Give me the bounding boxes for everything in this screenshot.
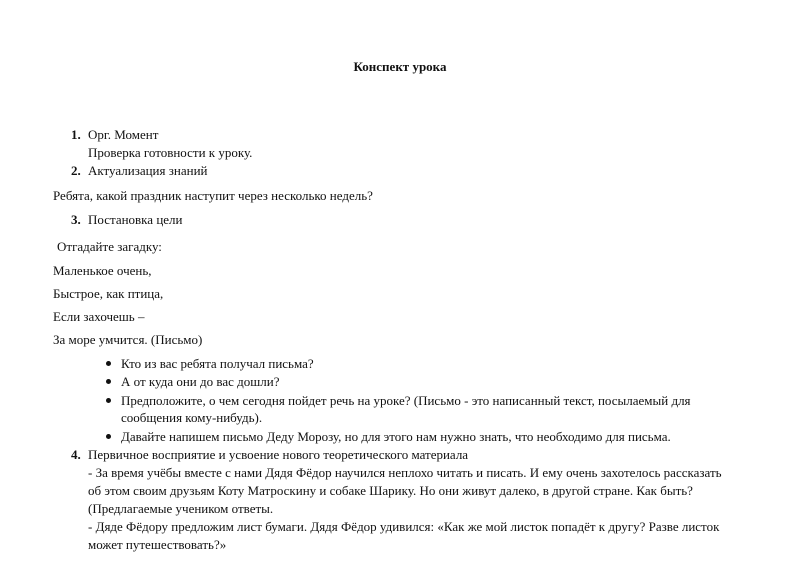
bullet-marker bbox=[106, 379, 111, 384]
item-3-heading: Постановка цели bbox=[88, 212, 183, 227]
bullet-marker bbox=[106, 398, 111, 403]
item-2-number: 2. bbox=[71, 163, 81, 178]
bullet-item-1: Кто из вас ребята получал письма? bbox=[121, 356, 314, 371]
riddle-intro: Отгадайте загадку: bbox=[57, 239, 162, 254]
bullet-item-2: А от куда они до вас дошли? bbox=[121, 374, 280, 389]
item-1-text: Проверка готовности к уроку. bbox=[88, 145, 253, 160]
riddle-line-4: За море умчится. (Письмо) bbox=[53, 332, 203, 347]
item-2-heading: Актуализация знаний bbox=[88, 163, 208, 178]
item-4-heading: Первичное восприятие и усвоение нового теоретического материала bbox=[88, 447, 469, 462]
item-1-heading: Орг. Момент bbox=[88, 127, 159, 142]
bullet-item-3: Предположите, о чем сегодня пойдет речь на уроке? (Письмо - это написанный текст, посылаемый для bbox=[121, 393, 691, 408]
riddle-line-2: Быстрое, как птица, bbox=[53, 286, 164, 301]
section4-line-4: - Дяде Фёдору предложим лист бумаги. Дядя Фёдор удивился: «Как же мой листок попадёт к другу? Разве листок bbox=[88, 519, 720, 534]
bullet-item-4: Давайте напишем письмо Деду Морозу, но для этого нам нужно знать, что необходимо для письма. bbox=[121, 429, 671, 444]
section4-line-5: может путешествовать?» bbox=[88, 537, 227, 552]
riddle-line-1: Маленькое очень, bbox=[53, 263, 152, 278]
item-1-number: 1. bbox=[71, 127, 81, 142]
bullet-marker bbox=[106, 361, 111, 366]
riddle-line-3: Если захочешь – bbox=[53, 309, 145, 324]
section4-line-2: об этом своим друзьям Коту Матроскину и собаке Шарику. Но они живут далеко, в другой стране. Как быть? bbox=[88, 483, 693, 498]
bullet-marker bbox=[106, 434, 111, 439]
item-4-number: 4. bbox=[71, 447, 81, 462]
section4-line-1: - За время учёбы вместе с нами Дядя Фёдор научился неплохо читать и писать. И ему очень захотелось рассказать bbox=[88, 465, 722, 480]
question-text: Ребята, какой праздник наступит через несколько недель? bbox=[53, 188, 373, 203]
bullet-item-3-continuation: сообщения кому-нибудь). bbox=[121, 410, 263, 425]
document-title: Конспект урока bbox=[353, 59, 447, 74]
section4-line-3: (Предлагаемые учеником ответы. bbox=[88, 501, 274, 516]
item-3-number: 3. bbox=[71, 212, 81, 227]
